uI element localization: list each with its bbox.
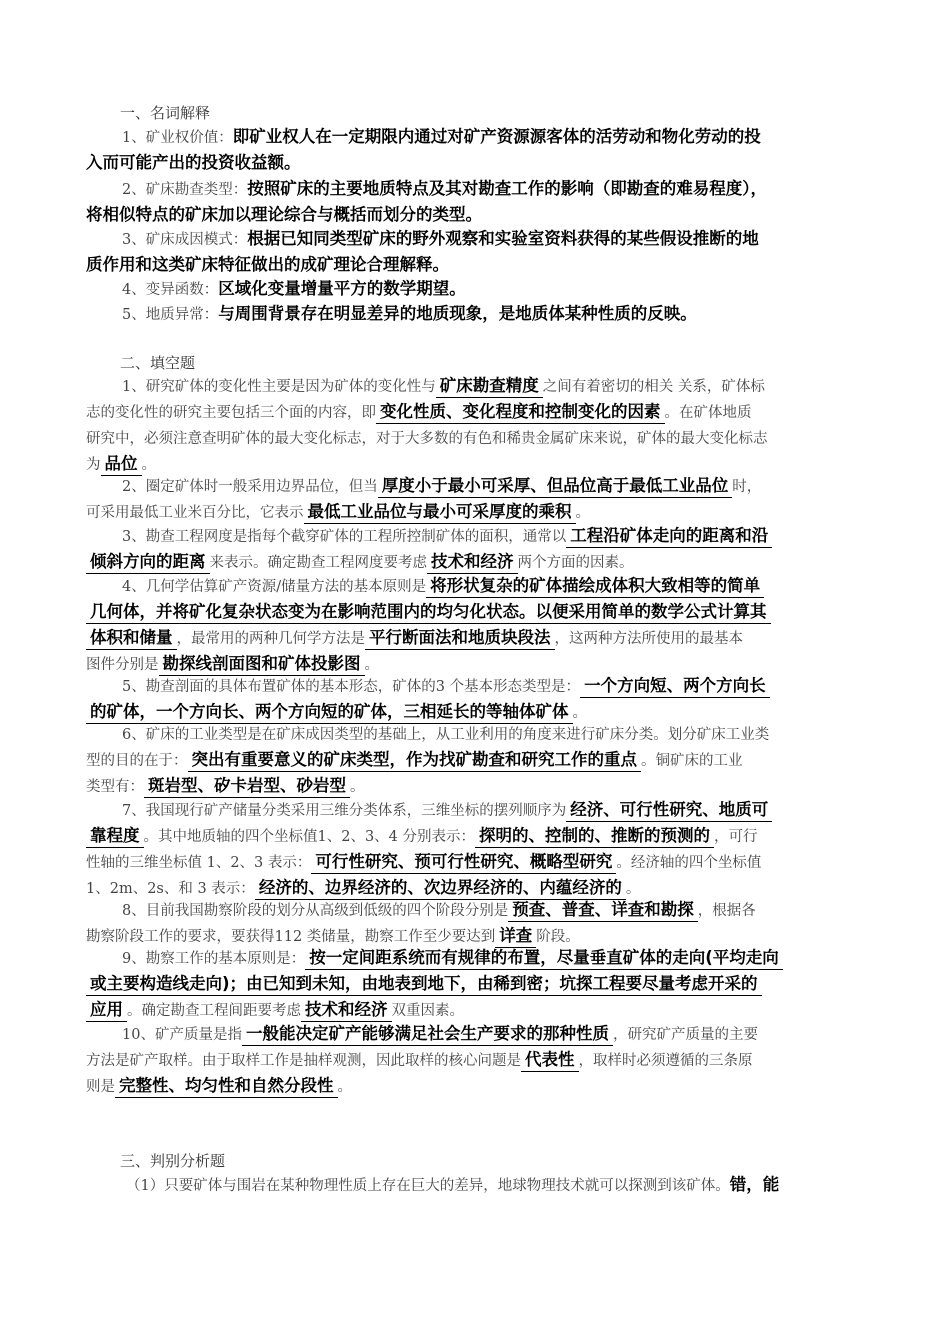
answer-blank: 斑岩型、矽卡岩型、砂岩型 — [144, 775, 350, 798]
answer-blank: 工程沿矿体走向的距离和沿 — [566, 525, 772, 548]
text-segment: 两个方面的因素。 — [517, 555, 634, 571]
answer-blank: 勘探线剖面图和矿体投影图 — [159, 653, 365, 676]
text-segment: 为 — [86, 457, 101, 473]
section-title-definitions: 一、名词解释 — [120, 104, 211, 122]
text-segment: 6、矿床的工业类型是在矿床成因类型的基础上，从工业利用的角度来进行矿床分类。划分矿床工业类 — [122, 727, 770, 743]
answer-blank: 经济的、边界经济的、次边界经济的、内蕴经济的 — [255, 877, 626, 900]
answer-blank: 代表性 — [521, 1049, 579, 1072]
text-segment: 之间有着密切的相关 关系，矿体标 — [542, 379, 765, 395]
text-segment: 7、我国现行矿产储量分类采用三维分类体系，三维坐标的摆列顺序为 — [122, 803, 567, 819]
text-segment: 则是 — [86, 1079, 115, 1095]
answer-blank: 矿床勘查精度 — [436, 375, 543, 398]
text-segment: 时， — [732, 479, 762, 495]
text-segment: 。 — [575, 505, 590, 521]
answer-blank: 的矿体，一个方向长、两个方向短的矿体，三相延长的等轴体矿体 — [86, 701, 573, 724]
text-segment: 。 — [625, 881, 641, 897]
answer-blank: 经济、可行性研究、地质可 — [566, 799, 772, 822]
answer-blank: 按一定间距系统而有规律的布置，尽量垂直矿体的走向(平均走向 — [305, 947, 783, 970]
text-segment: ，根据各 — [697, 903, 756, 919]
answer-blank: 预查、普查、详查和勘探 — [508, 899, 698, 922]
answer-blank: 变化性质、变化程度和控制变化的因素 — [376, 401, 665, 424]
text-segment: 5、勘查剖面的具体布置矿体的基本形态，矿体的3 个基本形态类型是： — [122, 679, 581, 695]
answer-blank: 应用 — [86, 999, 127, 1022]
text-segment: 双重因素。 — [391, 1003, 464, 1019]
text-segment: 。在矿体地质 — [664, 405, 752, 421]
term-definition: 即矿业权人在一定期限内通过对矿产资源源客体的活劳动和物化劳动的投 — [232, 127, 761, 146]
answer-blank: 厚度小于最小可采厚、但品位高于最低工业品位 — [378, 475, 733, 498]
text-segment: 。经济轴的四个坐标值 — [616, 855, 762, 871]
text-segment: ，研究矿产质量的主要 — [612, 1027, 758, 1043]
term-definition: 入而可能产出的投资收益额。 — [86, 153, 301, 172]
term-definition: 质作用和这类矿床特征做出的成矿理论合理解释。 — [86, 255, 449, 274]
text-segment: 阶段。 — [536, 929, 580, 945]
text-segment: 1、2m、2s、和 3 表示： — [86, 881, 255, 897]
term-label: 5、地质异常： — [122, 307, 219, 323]
answer-blank: 完整性、均匀性和自然分段性 — [115, 1075, 338, 1098]
section-title-fill-in: 二、填空题 — [120, 354, 196, 372]
text-segment: 来表示。确定勘查工程网度要考虑 — [209, 555, 427, 571]
text-segment: 方法是矿产取样。由于取样工作是抽样观测，因此取样的核心问题是 — [86, 1053, 521, 1069]
text-segment: ，最常用的两种几何学方法是 — [176, 631, 365, 647]
text-segment: 3、勘查工程网度是指每个截穿矿体的工程所控制矿体的面积，通常以 — [122, 529, 567, 545]
answer-blank: 一般能决定矿产能够满足社会生产要求的那种性质 — [242, 1023, 613, 1046]
text-segment: 图件分别是 — [86, 657, 159, 673]
section-title-judgement: 三、判别分析题 — [120, 1152, 226, 1170]
term-definition: 根据已知同类型矿床的野外观察和实验室资料获得的某些假设推断的地 — [247, 229, 759, 248]
text-segment: 类型有： — [86, 779, 144, 795]
term-label: 1、矿业权价值： — [122, 130, 233, 146]
text-segment: 9、勘察工作的基本原则是： — [122, 951, 306, 967]
answer-blank: 靠程度 — [86, 825, 144, 848]
text-segment: 10、矿产质量是指 — [122, 1027, 242, 1043]
term-definition: 将相似特点的矿床加以理论综合与概括而划分的类型。 — [86, 205, 482, 224]
answer-blank: 可行性研究、预可行性研究、概略型研究 — [311, 851, 616, 874]
text-segment: 可采用最低工业米百分比，它表示 — [86, 505, 304, 521]
text-segment: ，可行 — [714, 829, 758, 845]
text-segment: 。 — [350, 779, 365, 795]
answer-blank: 最低工业品位与最小可采厚度的乘积 — [304, 501, 576, 524]
text-segment: 1、研究矿体的变化性主要是因为矿体的变化性与 — [122, 379, 436, 395]
text-segment: 。 — [337, 1079, 352, 1095]
answer-blank: 倾斜方向的距离 — [86, 551, 210, 574]
text-segment: ，这两种方法所使用的最基本 — [554, 631, 743, 647]
text-segment: 。确定勘查工程间距要考虑 — [127, 1003, 301, 1019]
answer-blank: 将形状复杂的矿体描绘成体积大致相等的简单 — [426, 575, 764, 598]
text-segment: ，取样时必须遵循的三条原 — [578, 1053, 753, 1069]
text-segment: 。 — [572, 705, 587, 721]
text-segment: （1）只要矿体与围岩在某种物理性质上存在巨大的差异，地球物理技术就可以探测到该矿体。 — [126, 1178, 730, 1194]
text-segment: 志的变化性的研究主要包括三个面的内容，即 — [86, 405, 376, 421]
term-label: 2、矿床勘查类型： — [122, 182, 248, 198]
answer-blank: 探明的、控制的、推断的预测的 — [475, 825, 714, 848]
text-segment: 。 — [141, 457, 156, 473]
judgement-answer: 错，能 — [729, 1175, 780, 1194]
text-segment: 8、目前我国勘察阶段的划分从高级到低级的四个阶段分别是 — [122, 903, 509, 919]
answer-blank: 体积和储量 — [86, 627, 177, 650]
answer-blank: 平行断面法和地质块段法 — [365, 627, 555, 650]
text-segment: 性轴的三维坐标值 1、2、3 表示： — [86, 855, 312, 871]
term-definition: 按照矿床的主要地质特点及其对勘查工作的影响（即勘查的难易程度）， — [247, 179, 767, 198]
term-label: 4、变异函数： — [122, 282, 219, 298]
answer-blank: 品位 — [101, 453, 142, 476]
text-segment: 型的目的在于： — [86, 753, 188, 769]
term-definition: 与周围背景存在明显差异的地质现象，是地质体某种性质的反映。 — [218, 304, 697, 323]
answer-blank: 或主要构造线走向)；由已知到未知，由地表到地下，由稀到密；坑探工程要尽量考虑开采的 — [86, 973, 762, 996]
answer-blank: 一个方向短、两个方向长 — [580, 675, 770, 698]
text-segment: 2、圈定矿体时一般采用边界品位，但当 — [122, 479, 378, 495]
text-segment: 。铜矿床的工业 — [641, 753, 743, 769]
answer-blank: 技术和经济 — [427, 551, 518, 574]
term-definition: 区域化变量增量平方的数学期望。 — [218, 279, 466, 298]
answer-blank: 详查 — [495, 925, 536, 948]
text-segment: 。 — [364, 657, 379, 673]
answer-blank: 几何体，并将矿化复杂状态变为在影响范围内的均匀化状态。以便采用简单的数学公式计算其 — [86, 601, 771, 624]
text-segment: 勘察阶段工作的要求，要获得112 类储量，勘察工作至少要达到 — [86, 929, 496, 945]
term-label: 3、矿床成因模式： — [122, 232, 248, 248]
answer-blank: 突出有重要意义的矿床类型，作为找矿勘查和研究工作的重点 — [188, 749, 642, 772]
text-segment: 4、几何学估算矿产资源/储量方法的基本原则是 — [122, 579, 427, 595]
text-segment: 。其中地质轴的四个坐标值1、2、3、4 分别表示： — [143, 829, 476, 845]
text-segment: 研究中，必须注意查明矿体的最大变化标志，对于大多数的有色和稀贵金属矿床来说，矿体的最大变化标志 — [86, 431, 768, 447]
answer-blank: 技术和经济 — [301, 999, 392, 1022]
